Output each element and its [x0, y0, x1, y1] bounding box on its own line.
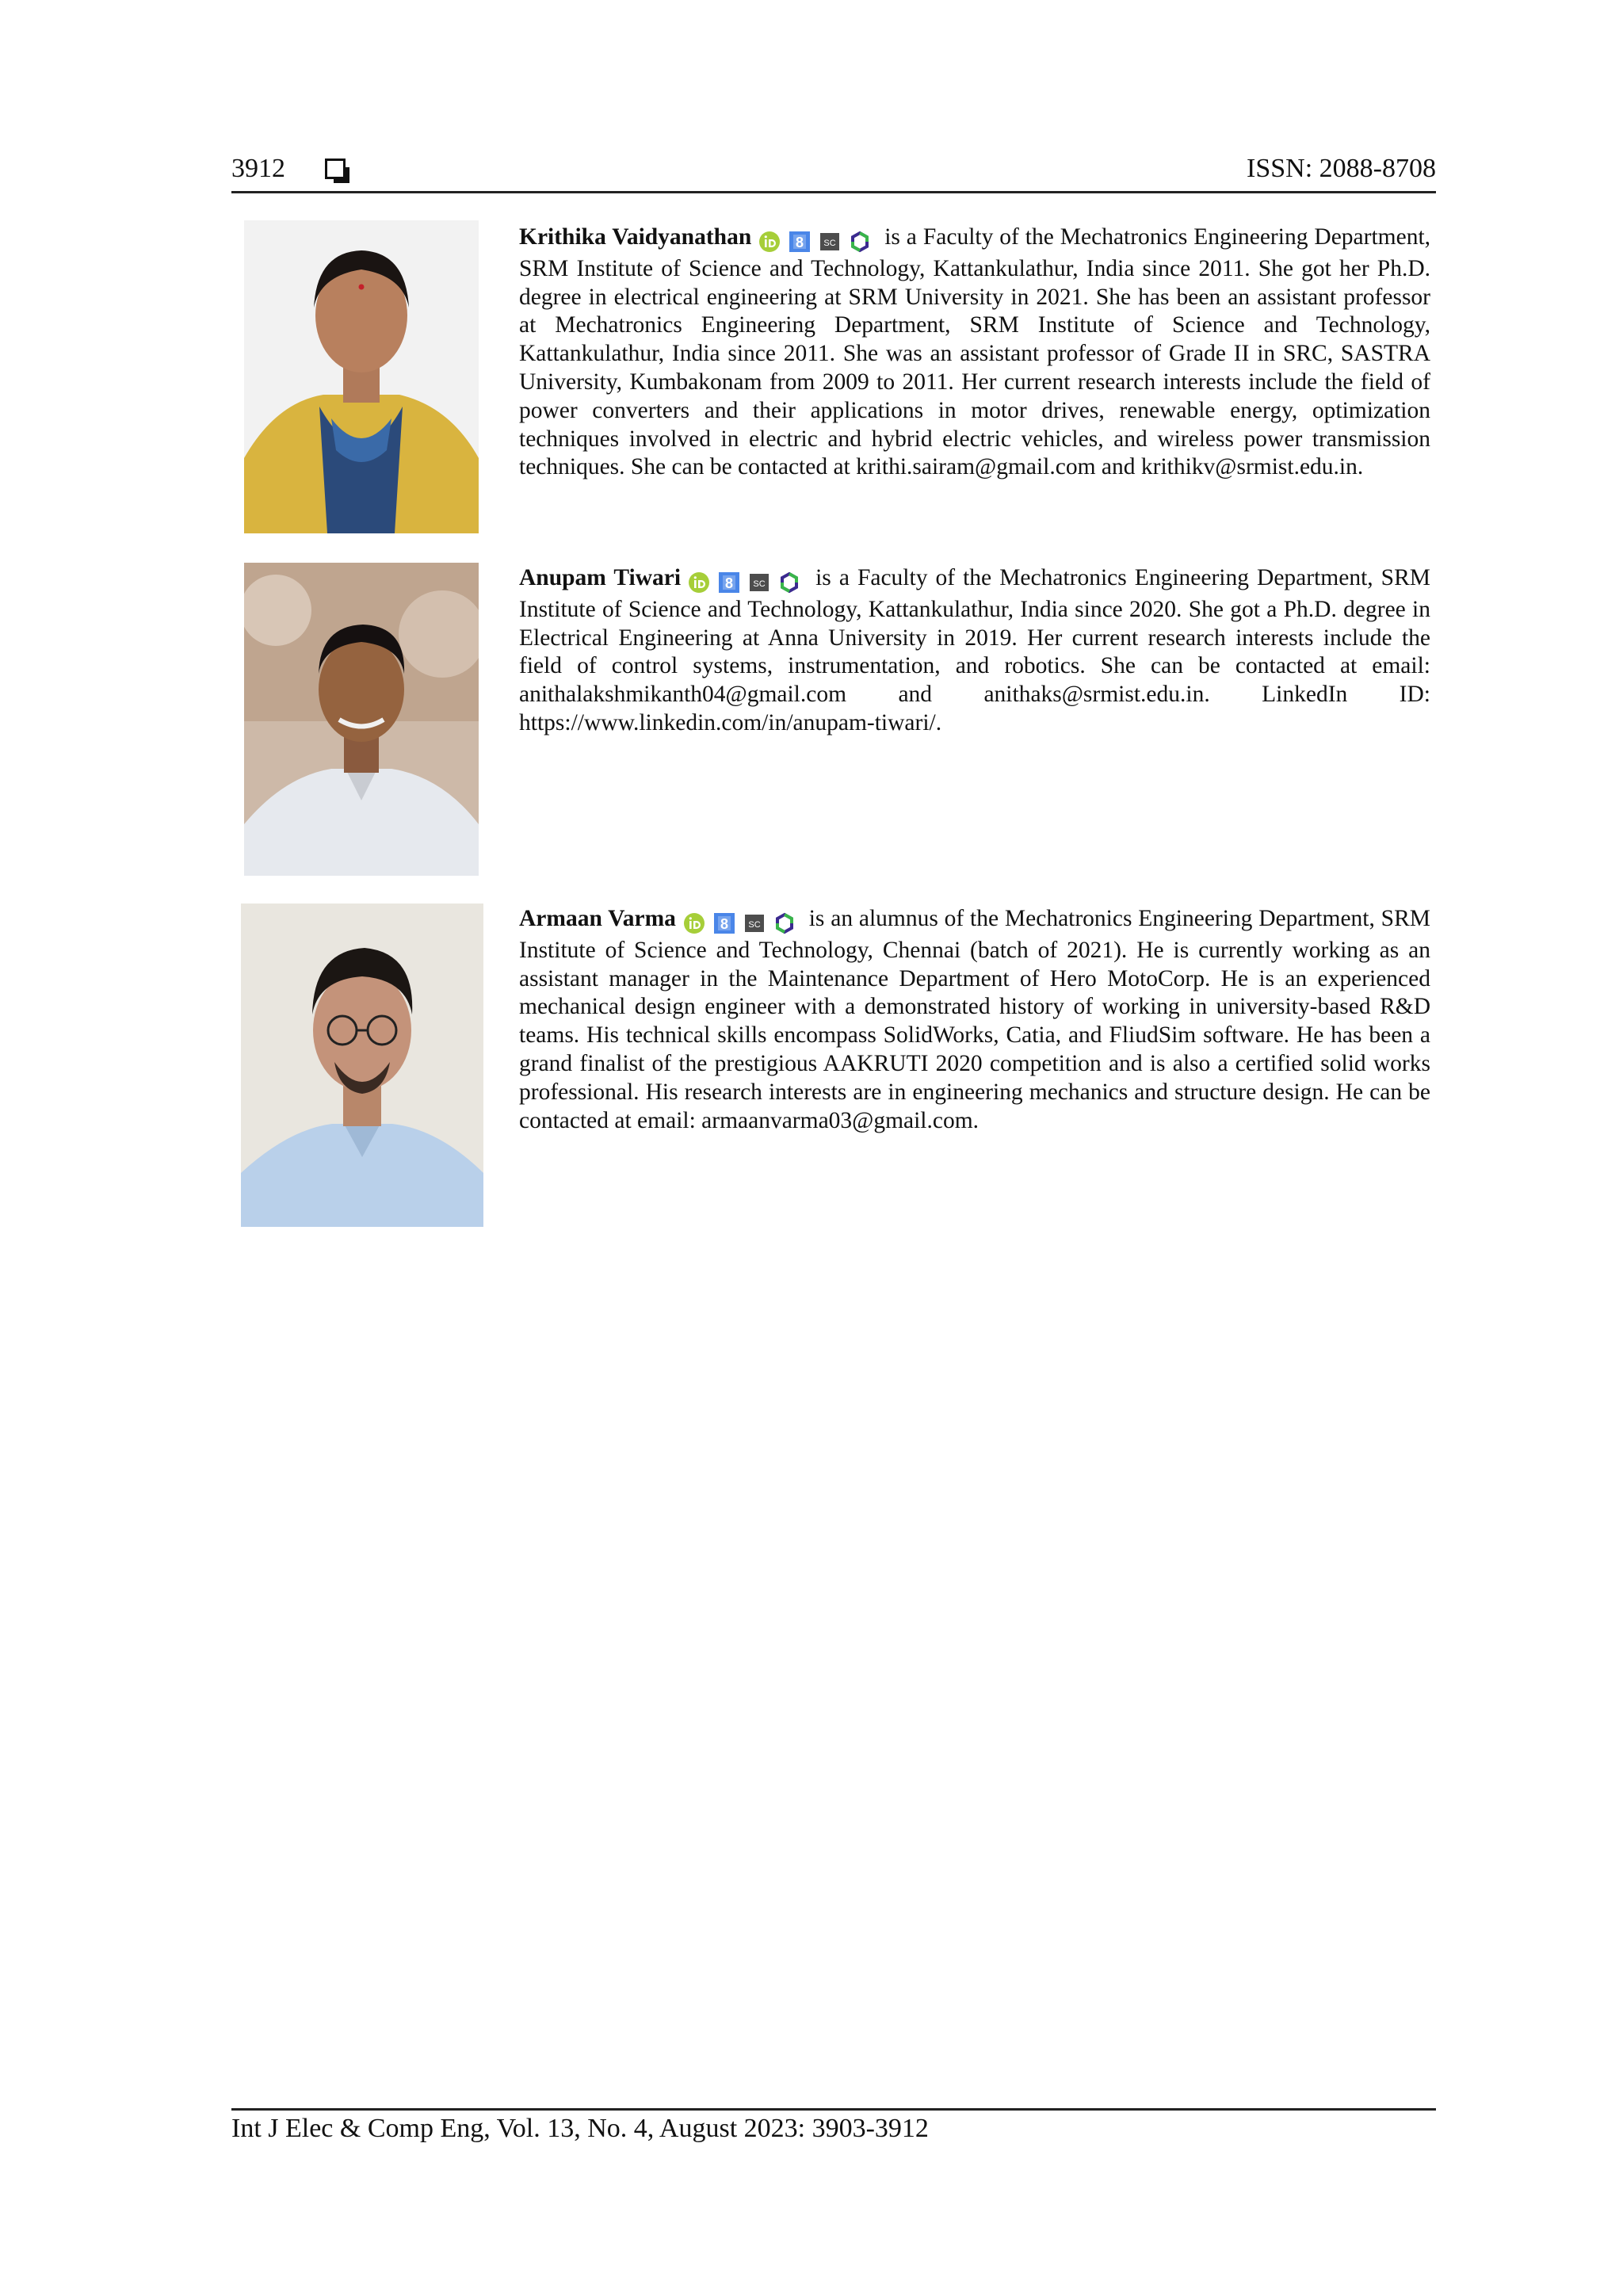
author-photo	[244, 220, 479, 533]
profile-links	[684, 567, 804, 596]
profile-links	[754, 227, 875, 255]
author-description: is a Faculty of the Mechatronics Engineering Department, SRM Institute of Science and Technology, Kattankulathur, India since 2011. She got her Ph.D. degree in electrical engineering at SRM University in 2021. She has been an assistant professor at Mechatronics Engineering Department, SRM Institute of Science and Technology, Kattankulathur, India since 2011. She was an assistant professor of Grade II in SRC, SASTRA University, Kumbakonam from 2009 to 2011. Her current research interests include the field of power converters and their applications in motor drives, renewable energy, optimization techniques involved in electric and hybrid electric vehicles, and wireless power transmission techniques. She can be contacted at krithi.sairam@gmail.com and krithikv@srmist.edu.in.	[519, 224, 1431, 480]
author-bio-text	[519, 564, 1430, 738]
scopus-icon[interactable]	[819, 231, 841, 253]
page-number: 3912	[231, 154, 285, 183]
google-scholar-icon[interactable]	[718, 571, 740, 594]
author-description: is an alumnus of the Mechatronics Engineering Department, SRM Institute of Science and Technology, Chennai (batch of 2021). He is currently working as an assistant manager in the Maintenance Department of Hero MotoCorp. He is an experienced mechanical design engineer with a demonstrated history of working in university-based R&D teams. His technical skills encompass SolidWorks, Catia, and FliudSim software. He has been a grand finalist of the prestigious AAKRUTI 2020 competition and is also a certified solid works professional. His research interests are in engineering mechanics and structure design. He can be contacted at email: armaanvarma03@gmail.com.	[519, 906, 1430, 1133]
author-bio-text	[519, 223, 1430, 482]
profile-links	[679, 908, 800, 937]
author-photo	[244, 563, 479, 876]
publons-icon[interactable]	[849, 231, 871, 253]
publons-icon[interactable]	[778, 571, 800, 594]
author-name: Krithika Vaidyanathan	[519, 224, 752, 250]
square-bullet-icon	[325, 159, 346, 179]
author-bio-text	[519, 905, 1430, 1135]
author-name: Anupam Tiwari	[519, 565, 682, 590]
author-name: Armaan Varma	[519, 906, 676, 931]
orcid-icon[interactable]	[688, 571, 710, 594]
google-scholar-icon[interactable]	[713, 912, 735, 934]
google-scholar-icon[interactable]	[789, 231, 811, 253]
page-footer	[231, 2108, 1436, 2144]
scopus-icon[interactable]	[748, 571, 770, 594]
citation-text: Int J Elec & Comp Eng, Vol. 13, No. 4, August 2023: 3903-3912	[231, 2114, 929, 2143]
author-photo	[241, 904, 483, 1227]
orcid-icon[interactable]	[758, 231, 781, 253]
scopus-icon[interactable]	[743, 912, 766, 934]
page-header	[231, 152, 1436, 193]
author-description: is a Faculty of the Mechatronics Engineering Department, SRM Institute of Science and Technology, Kattankulathur, India since 2020. She got a Ph.D. degree in Electrical Engineering at Anna University in 2019. Her current research interests include the field of control systems, instrumentation, and robotics. She can be contacted at email: anithalakshmikanth04@gmail.com and anithaks@srmist.edu.in. LinkedIn ID: https://www.linkedin.com/in/anupam-tiwari/.	[519, 565, 1430, 735]
publons-icon[interactable]	[773, 912, 796, 934]
issn-label: ISSN: 2088-8708	[1247, 154, 1436, 183]
orcid-icon[interactable]	[683, 912, 705, 934]
